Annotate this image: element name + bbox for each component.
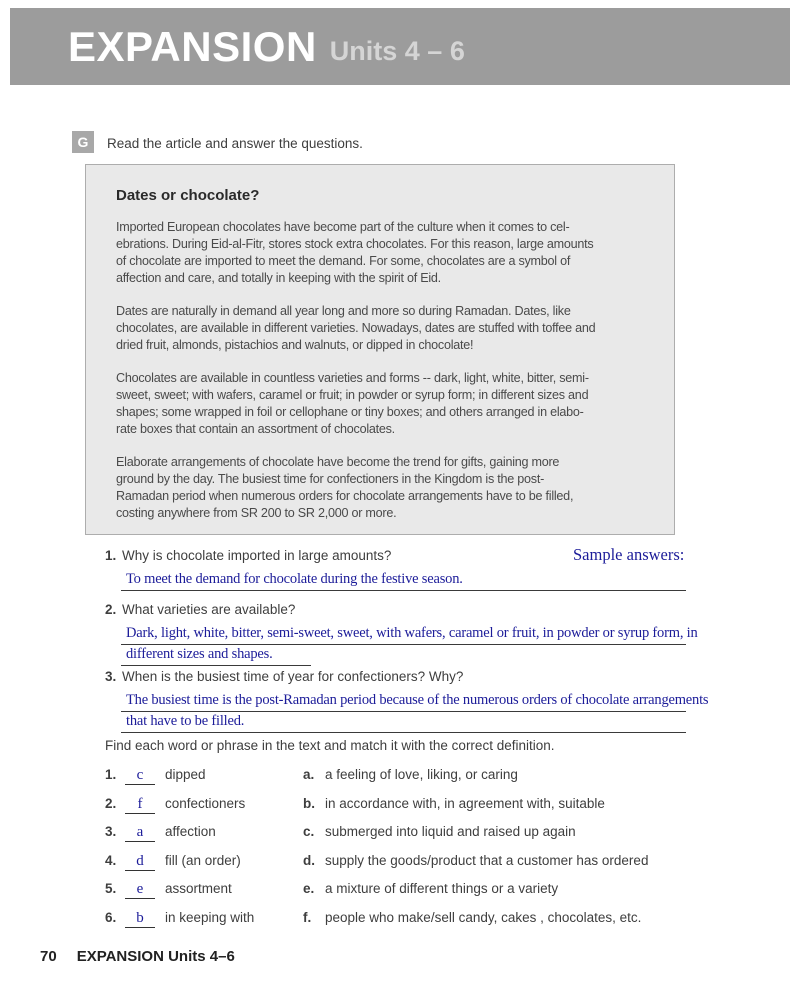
answer-area — [121, 691, 775, 733]
article-paragraph-4 — [116, 454, 644, 522]
sample-answer-text: To meet the demand for chocolate during the festive season. — [126, 571, 463, 587]
match-answer-blank — [125, 910, 155, 928]
header-title: EXPANSION — [68, 22, 317, 70]
match-answer-letter: a — [136, 824, 144, 840]
paragraph-line: ground by the day. The busiest time for confectioners in the Kingdom is the post- — [116, 472, 545, 486]
match-answer-blank — [125, 853, 155, 871]
match-answer-letter: b — [136, 909, 144, 926]
match-answer-blank — [125, 881, 155, 899]
match-answer-blank — [125, 796, 155, 814]
question-number: 3. — [105, 669, 117, 684]
answer-blank-line — [121, 691, 709, 712]
match-word: in keeping with — [165, 909, 255, 925]
paragraph-line: ebrations. During Eid-al-Fitr, stores stock extra chocolates. For this reason, large amounts — [116, 237, 594, 251]
question-row — [105, 601, 775, 619]
match-answer-letter: c — [136, 767, 144, 783]
question-2 — [105, 601, 775, 666]
definition-letter: e. — [303, 881, 315, 896]
paragraph-line: Dates are naturally in demand all year long and more so during Ramadan. Dates, like — [116, 304, 571, 318]
question-row — [105, 668, 775, 686]
definition-text: a feeling of love, liking, or caring — [325, 767, 518, 782]
paragraph-line: Elaborate arrangements of chocolate have become the trend for gifts, gaining more — [116, 455, 560, 469]
question-text: When is the busiest time of year for confectioners? Why? — [122, 669, 464, 684]
match-answer-letter: d — [136, 852, 144, 869]
definition-letter: a. — [303, 767, 315, 782]
answer-blank-line — [121, 712, 686, 733]
question-number: 1. — [105, 548, 117, 563]
match-row-3 — [105, 824, 765, 842]
answer-blank-line — [121, 570, 686, 591]
question-row — [105, 547, 775, 565]
match-number: 2. — [105, 795, 117, 811]
match-word: affection — [165, 824, 216, 839]
definition-letter: f. — [303, 909, 312, 925]
sample-answers-label: Sample answers: — [573, 545, 685, 564]
answer-area — [121, 624, 775, 666]
question-text: What varieties are available? — [122, 602, 296, 617]
article-paragraph-1 — [116, 219, 644, 287]
match-row-2 — [105, 796, 765, 814]
match-number: 4. — [105, 852, 117, 868]
sample-answer-text: that have to be filled. — [126, 713, 245, 729]
article-box — [85, 164, 675, 535]
paragraph-line: rate boxes that contain an assortment of chocolates. — [116, 422, 395, 436]
question-text: Why is chocolate imported in large amounts? — [122, 548, 392, 563]
match-number: 1. — [105, 767, 117, 782]
definition-letter: b. — [303, 795, 315, 811]
match-row-1 — [105, 767, 765, 785]
match-number: 6. — [105, 909, 117, 925]
definition-text: supply the goods/product that a customer has ordered — [325, 852, 649, 868]
match-number: 3. — [105, 824, 117, 839]
exercise-instruction: Read the article and answer the questions. — [107, 136, 363, 151]
question-3 — [105, 668, 775, 733]
definition-text: submerged into liquid and raised up again — [325, 824, 576, 839]
page-number: 70 — [40, 948, 57, 965]
sample-answer-text: Dark, light, white, bitter, semi-sweet, sweet, with wafers, caramel or fruit, in powder or syrup form, in — [126, 625, 698, 641]
match-number: 5. — [105, 881, 117, 896]
definition-letter: d. — [303, 852, 315, 868]
exercise-header — [72, 131, 363, 153]
answer-blank-line — [121, 645, 311, 666]
matching-section — [105, 738, 765, 938]
definition-text: in accordance with, in agreement with, suitable — [325, 795, 605, 811]
definition-text: people who make/sell candy, cakes , chocolates, etc. — [325, 909, 642, 925]
article-paragraph-3 — [116, 370, 644, 438]
exercise-label-badge: G — [72, 131, 94, 153]
paragraph-line: shapes; some wrapped in foil or cellophane or tiny boxes; and others arranged in elabo- — [116, 405, 584, 419]
page-header — [10, 8, 790, 85]
header-subtitle: Units 4 – 6 — [329, 35, 465, 66]
article-title: Dates or chocolate? — [116, 187, 260, 204]
answer-blank-line — [121, 624, 698, 645]
match-word: fill (an order) — [165, 852, 241, 868]
paragraph-line: affection and care, and totally in keeping with the spirit of Eid. — [116, 271, 441, 285]
match-row-4 — [105, 853, 765, 871]
match-row-5 — [105, 881, 765, 899]
paragraph-line: of chocolate are imported to meet the demand. For some, chocolates are a symbol of — [116, 254, 571, 268]
matching-instruction: Find each word or phrase in the text and match it with the correct definition. — [105, 738, 555, 753]
paragraph-line: costing anywhere from SR 200 to SR 2,000 or more. — [116, 506, 397, 520]
question-1 — [105, 547, 775, 591]
paragraph-line: Ramadan period when numerous orders for chocolate arrangements have to be filled, — [116, 489, 574, 503]
answer-area — [121, 570, 775, 591]
paragraph-line: chocolates, are available in different varieties. Nowadays, dates are stuffed with toffee and — [116, 321, 596, 335]
match-word: assortment — [165, 881, 232, 896]
page-footer — [40, 948, 235, 965]
match-answer-blank — [125, 824, 155, 842]
paragraph-line: Imported European chocolates have become part of the culture when it comes to cel- — [116, 220, 570, 234]
paragraph-line: dried fruit, almonds, pistachios and walnuts, or dipped in chocolate! — [116, 338, 474, 352]
sample-answer-text: The busiest time is the post-Ramadan period because of the numerous orders of chocolate arrangements — [126, 692, 709, 708]
paragraph-line: sweet, sweet; with wafers, caramel or fruit; in powder or syrup form; in different sizes and — [116, 388, 589, 402]
sample-answer-text: different sizes and shapes. — [126, 646, 273, 662]
footer-text: EXPANSION Units 4–6 — [76, 948, 235, 965]
match-answer-blank — [125, 767, 155, 785]
paragraph-line: Chocolates are available in countless varieties and forms -- dark, light, white, bitter, semi- — [116, 371, 589, 385]
match-word: confectioners — [165, 795, 246, 811]
match-row-6 — [105, 910, 765, 928]
match-answer-letter: f — [137, 795, 143, 812]
definition-text: a mixture of different things or a variety — [325, 881, 559, 896]
match-answer-letter: e — [136, 881, 144, 897]
question-number: 2. — [105, 602, 117, 617]
questions-section — [105, 547, 775, 733]
definition-letter: c. — [303, 824, 315, 839]
article-paragraph-2 — [116, 303, 644, 354]
match-word: dipped — [165, 767, 206, 782]
